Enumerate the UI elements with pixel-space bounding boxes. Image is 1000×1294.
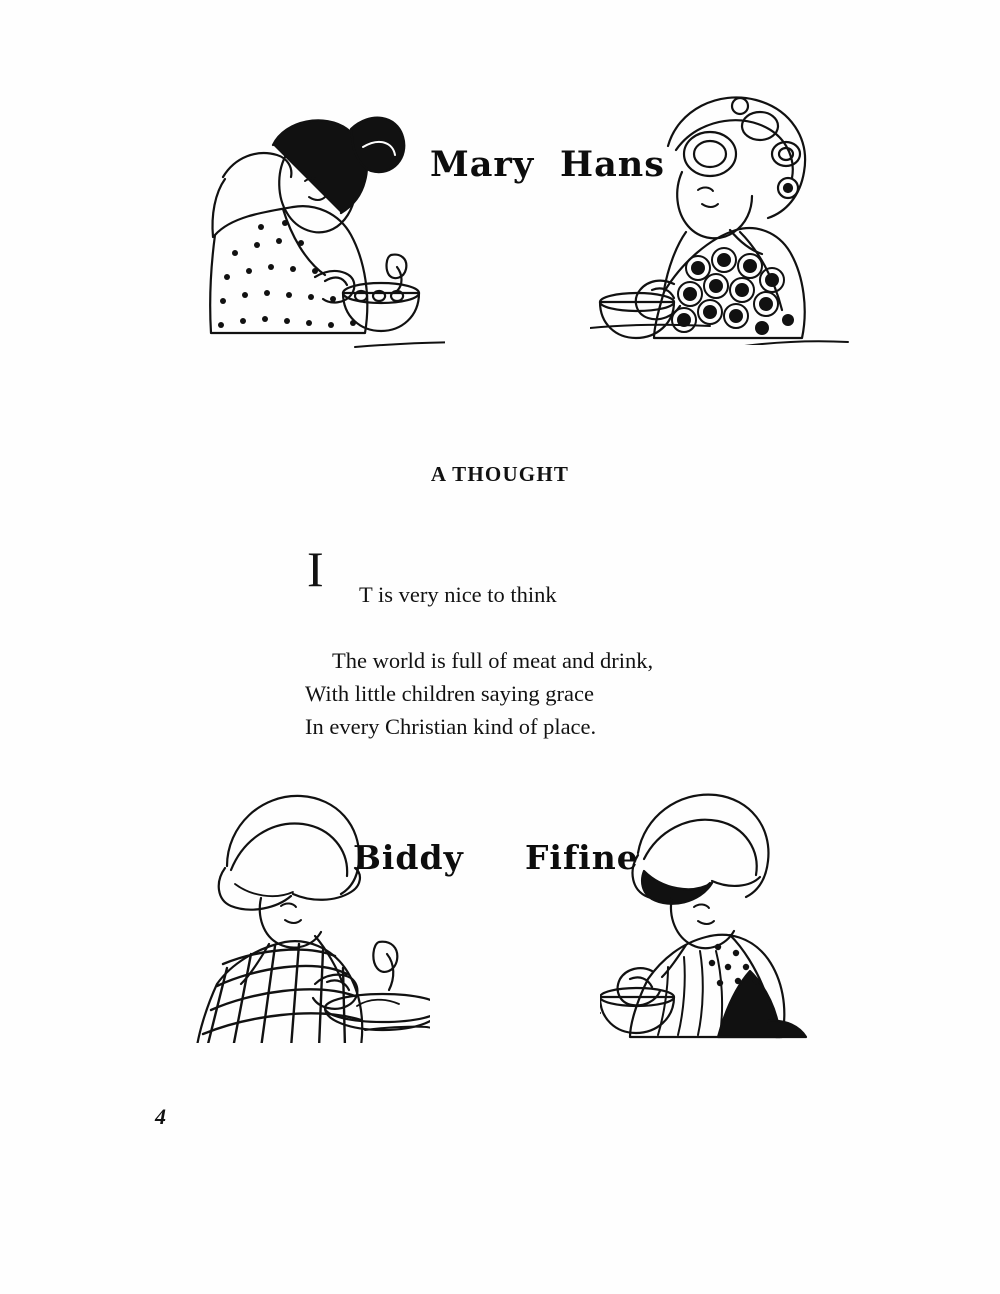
poem-line-4: In every Christian kind of place.	[305, 714, 597, 739]
illustration-fifine	[600, 775, 850, 1045]
figure-caption-mary: Mary	[430, 144, 535, 185]
poem-first-line	[305, 512, 735, 644]
illustration-biddy	[165, 778, 430, 1043]
page-title: A THOUGHT	[430, 462, 570, 486]
figure-caption-biddy: Biddy	[353, 838, 464, 877]
page-number: 4	[155, 1104, 166, 1129]
figure-caption-hans: Hans	[560, 144, 665, 185]
poem-dropcap: I	[307, 541, 324, 597]
poem-body	[305, 512, 735, 743]
poem-line-2: The world is full of meat and drink,	[332, 648, 654, 673]
illustration-mary	[165, 85, 445, 350]
figure-caption-fifine: Fifine	[525, 838, 639, 877]
poem-line-3: With little children saying grace	[305, 681, 594, 706]
illustration-hans	[590, 80, 855, 345]
poem-line-1: T is very nice to think	[359, 582, 557, 607]
